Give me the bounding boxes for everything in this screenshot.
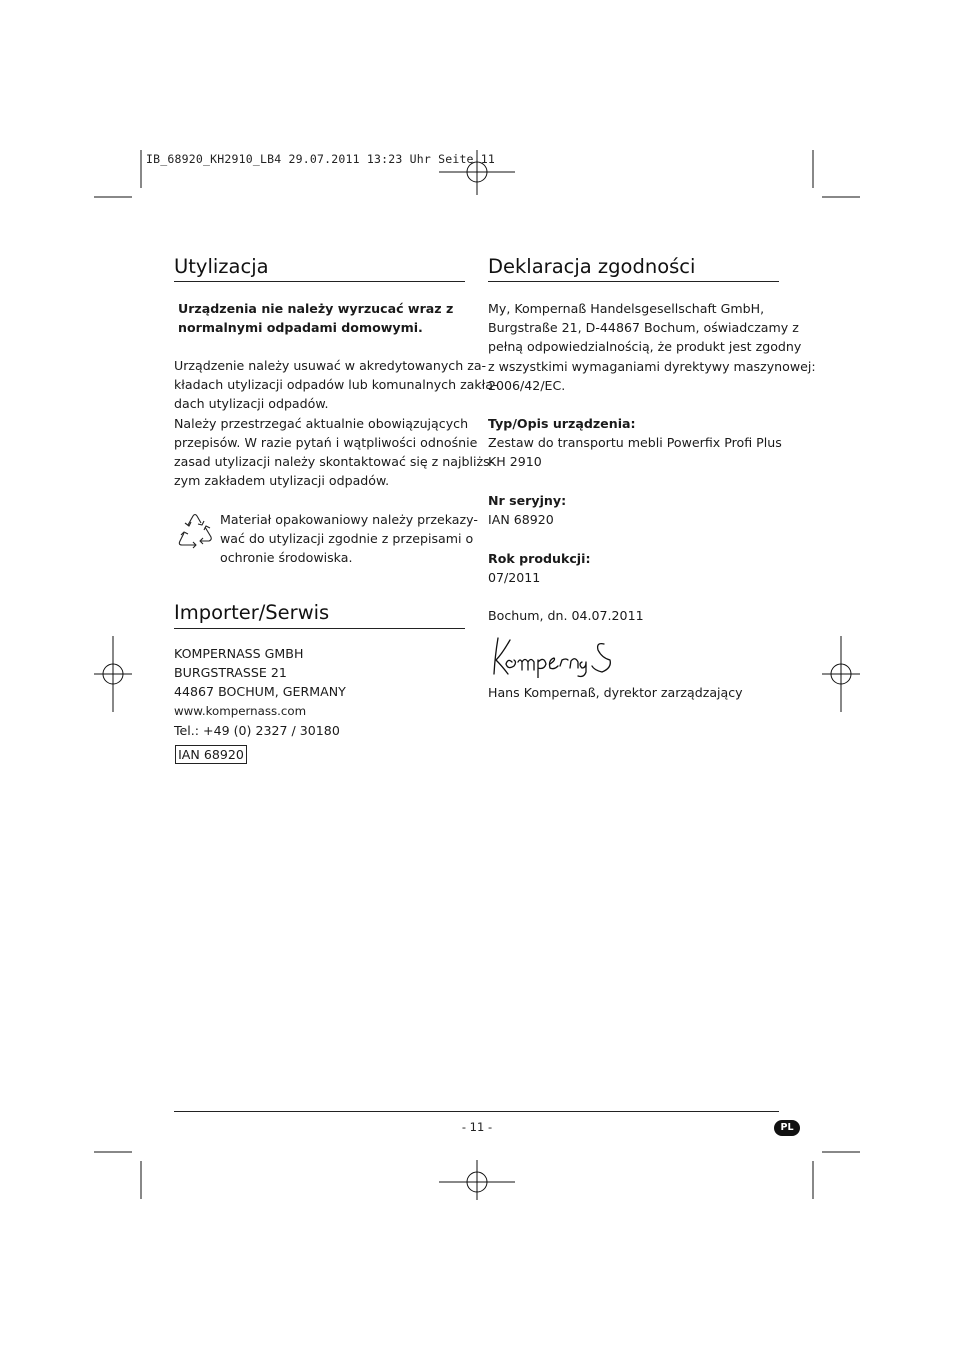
year-label: Rok produkcji: xyxy=(488,551,591,566)
place-date: Bochum, dn. 04.07.2011 xyxy=(488,608,644,623)
print-slug: IB_68920_KH2910_LB4 29.07.2011 13:23 Uhr Seite 11 xyxy=(146,152,496,166)
phone-line: Tel.: +49 (0) 2327 / 30180 xyxy=(174,722,340,738)
packaging-line: wać do utylizacji zgodnie z przepisami o xyxy=(220,531,474,547)
section-title-importer: Importer/Serwis xyxy=(174,601,330,624)
ian-box: IAN 68920 xyxy=(175,745,247,764)
type-line: KH 2910 xyxy=(488,454,542,470)
year-value: 07/2011 xyxy=(488,570,541,586)
device-type xyxy=(488,414,782,472)
serial-number xyxy=(488,491,566,529)
address-line: 44867 BOCHUM, GERMANY xyxy=(174,684,346,700)
intro-line: My, Kompernaß Handelsgesellschaft GmbH, xyxy=(488,301,765,316)
serial-label: Nr seryjny: xyxy=(488,493,567,508)
signer-name: Hans Kompernaß, dyrektor zarządzający xyxy=(488,685,743,700)
importer-address xyxy=(174,644,346,740)
packaging-line: ochronie środowiska. xyxy=(220,550,353,566)
section-title-declaration: Deklaracja zgodności xyxy=(488,255,696,278)
packaging-line: Materiał opakowaniowy należy przekazy- xyxy=(220,512,478,527)
address-line: KOMPERNASS GMBH xyxy=(174,646,304,661)
section-rule xyxy=(488,281,779,282)
section-title-utylizacja: Utylizacja xyxy=(174,255,269,278)
body-line: Urządzenie należy usuwać w akredytowanych za- xyxy=(174,358,487,373)
body-line: kładach utylizacji odpadów lub komunalnych zakła- xyxy=(174,377,498,393)
intro-line: 2006/42/EC. xyxy=(488,377,566,393)
address-line: BURGSTRASSE 21 xyxy=(174,665,287,681)
section-rule xyxy=(174,628,465,629)
recycle-icon xyxy=(174,511,216,551)
website-link[interactable]: www.kompernass.com xyxy=(174,703,307,718)
disposal-body xyxy=(174,356,498,490)
serial-value: IAN 68920 xyxy=(488,512,554,528)
body-line: dach utylizacji odpadów. xyxy=(174,396,329,412)
warning-line: normalnymi odpadami domowymi. xyxy=(178,320,423,336)
declaration-intro xyxy=(488,299,816,395)
page-number: - 11 - xyxy=(461,1120,493,1134)
warning-line: Urządzenia nie należy wyrzucać wraz z xyxy=(178,301,454,316)
packaging-note xyxy=(220,510,478,568)
production-year xyxy=(488,549,590,587)
signature-image xyxy=(486,632,616,678)
body-line: przepisów. W razie pytań i wątpliwości odnośnie xyxy=(174,434,478,450)
section-rule xyxy=(174,281,465,282)
footer-rule xyxy=(174,1111,779,1112)
language-badge: PL xyxy=(774,1120,800,1136)
type-label: Typ/Opis urządzenia: xyxy=(488,416,636,431)
body-line: Należy przestrzegać aktualnie obowiązujących xyxy=(174,415,469,431)
type-line: Zestaw do transportu mebli Powerfix Profi Plus xyxy=(488,435,782,451)
disposal-warning xyxy=(178,299,453,337)
body-line: zasad utylizacji należy skontaktować się z najbliżs- xyxy=(174,453,495,469)
intro-line: Burgstraße 21, D-44867 Bochum, oświadczamy z xyxy=(488,320,799,336)
intro-line: z wszystkimi wymaganiami dyrektywy maszynowej: xyxy=(488,358,816,374)
intro-line: pełną odpowiedzialnością, że produkt jest zgodny xyxy=(488,339,802,355)
body-line: zym zakładem utylizacji odpadów. xyxy=(174,473,390,489)
